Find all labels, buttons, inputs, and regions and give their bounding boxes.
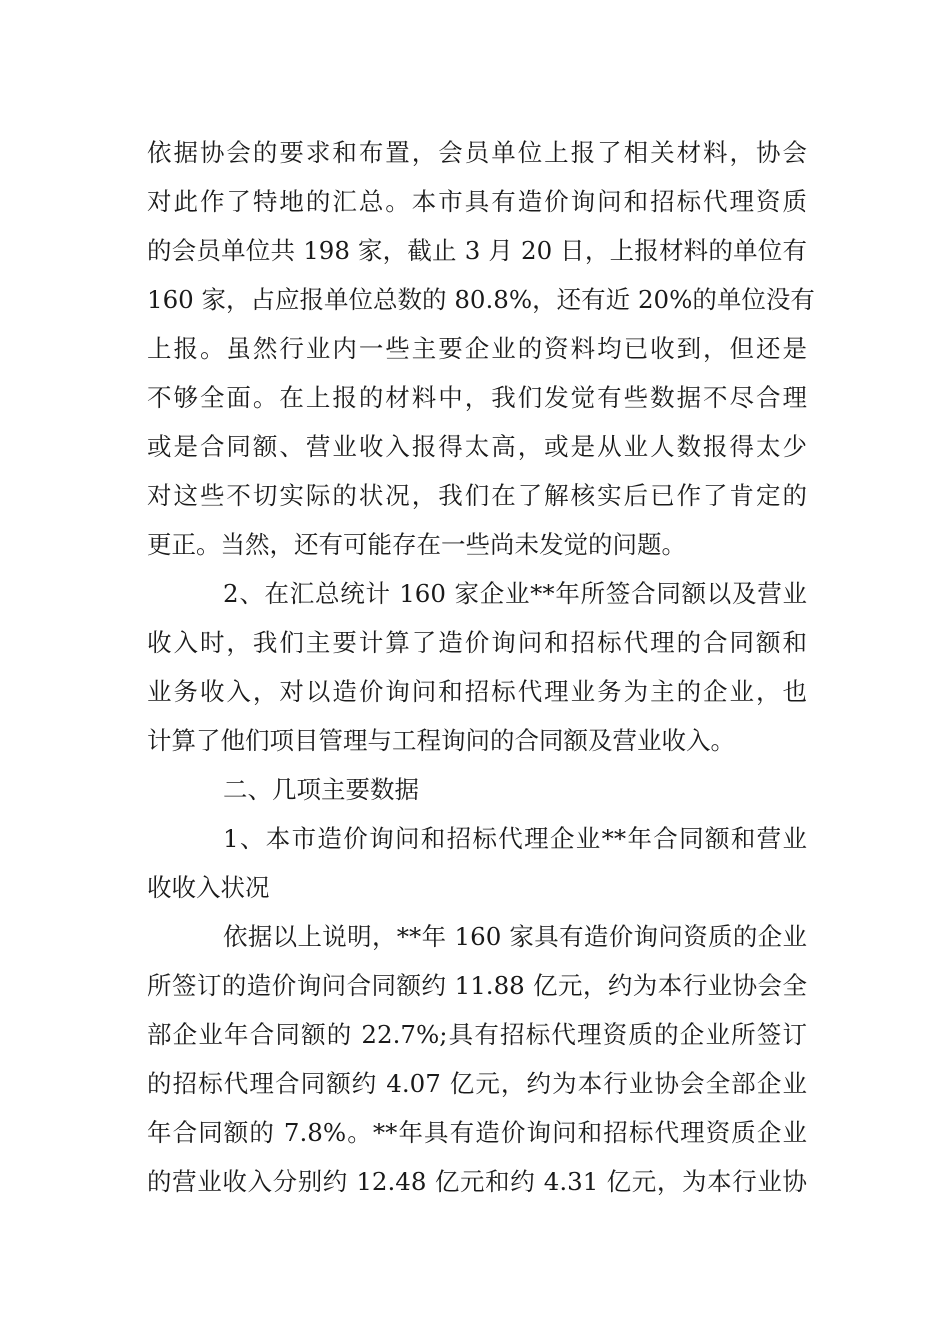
paragraph-line: 160 家，占应报单位总数的 80.8%，还有近 20%的单位没有 xyxy=(147,285,815,314)
paragraph-line: 收入时，我们主要计算了造价询问和招标代理的合同额和 xyxy=(147,628,807,657)
paragraph-line: 更正。当然，还有可能存在一些尚未发觉的问题。 xyxy=(147,530,686,559)
paragraph-line: 的会员单位共 198 家，截止 3 月 20 日，上报材料的单位有 xyxy=(147,236,807,265)
paragraph-line: 上报。虽然行业内一些主要企业的资料均已收到，但还是 xyxy=(147,334,807,363)
paragraph-line: 或是合同额、营业收入报得太高，或是从业人数报得太少 xyxy=(147,432,807,461)
paragraph-line: 的招标代理合同额约 4.07 亿元，约为本行业协会全部企业 xyxy=(147,1069,807,1098)
paragraph-line: 依据以上说明，**年 160 家具有造价询问资质的企业 xyxy=(223,922,807,951)
paragraph-line: 年合同额的 7.8%。**年具有造价询问和招标代理资质企业 xyxy=(147,1118,807,1147)
paragraph-line: 所签订的造价询问合同额约 11.88 亿元，约为本行业协会全 xyxy=(147,971,807,1000)
paragraph-line: 部企业年合同额的 22.7%;具有招标代理资质的企业所签订 xyxy=(147,1020,807,1049)
paragraph-line: 不够全面。在上报的材料中，我们发觉有些数据不尽合理 xyxy=(147,383,807,412)
paragraph-line: 2、在汇总统计 160 家企业**年所签合同额以及营业 xyxy=(223,579,807,608)
paragraph-line: 对这些不切实际的状况，我们在了解核实后已作了肯定的 xyxy=(147,481,807,510)
document-body xyxy=(147,128,815,1206)
paragraph-line: 的营业收入分别约 12.48 亿元和约 4.31 亿元，为本行业协 xyxy=(147,1167,807,1196)
paragraph-line: 收收入状况 xyxy=(147,873,270,902)
paragraph-line: 1、本市造价询问和招标代理企业**年合同额和营业 xyxy=(223,824,807,853)
paragraph-line: 对此作了特地的汇总。本市具有造价询问和招标代理资质 xyxy=(147,187,807,216)
paragraph-line: 业务收入，对以造价询问和招标代理业务为主的企业，也 xyxy=(147,677,807,706)
section-heading: 二、几项主要数据 xyxy=(223,775,419,804)
paragraph-line: 依据协会的要求和布置，会员单位上报了相关材料，协会 xyxy=(147,138,807,167)
paragraph-line: 计算了他们项目管理与工程询问的合同额及营业收入。 xyxy=(147,726,735,755)
